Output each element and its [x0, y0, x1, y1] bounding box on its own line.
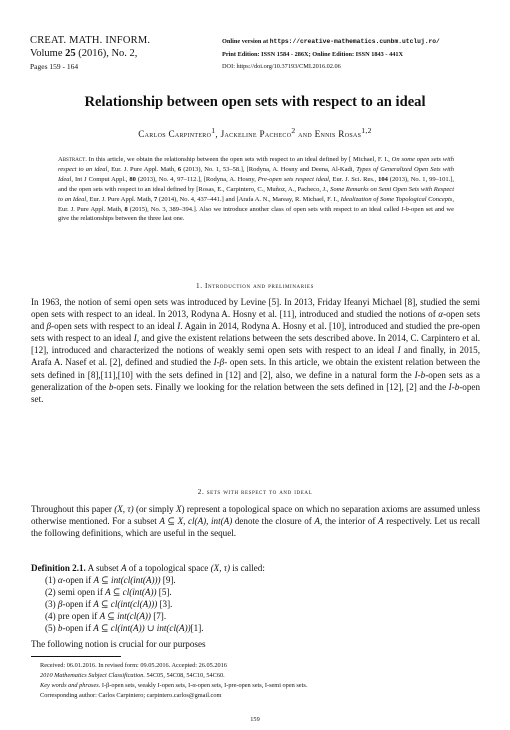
section-2-paragraph: Throughout this paper (X, τ) (or simply X) represent a topological space on which no separation axioms are assumed unless otherwise mentioned. For a subset A ⊆ X, cl(A), int(A) denote the closure of A, the interior of A respectively. Let us recall the following definitions, which are useful in the sequel. [31, 504, 481, 539]
abstract: Abstract. In this article, we obtain the relationship between the open sets with respect to an ideal defined by [ Michael, F. I., On some open sets with respect to an ideal, Eur. J. Pure Appl. Math, 6 (2013), No. 1, 53–58.], [Rodyna, A. Hosny and Deena, Al-Kadi, Types of Generalized Open Sets with Ideal, Int J Comput Appl., 80 (2013), No. 4, 97–112.], [Rodyna, A. Hosny, Pre-open sets respect ideal, Eur. J. Sci. Res., 104 (2013), No. 1, 99–101.], and the open sets with respect to an ideal defined by [Rosas, E., Carpintero, C., Muñoz, A., Pacheco, J., Some Remarks on Semi Open Sets with Respect to an Ideal, Eur. J. Pure Appl. Math, 7 (2014), No. 4, 437–441.] and [Arafa A. N., Mareay, R. Michael, F. I., Idealization of Some Topological Concepts, Eur. J. Pure Appl. Math, 8 (2015), No. 3, 389–394.]. Also we introduce another class of open sets with respect to an ideal called I-b-open set and we give the relationships between the three last one. [58, 156, 454, 223]
author-list: Carlos Carpintero$^1$, Jackeline Pacheco$^2$ and Ennis Rosas$^{1,2}$ [138, 126, 372, 140]
list-item: (3) β-open if A ⊆ cl(int(cl(A))) [3]. [45, 599, 173, 610]
footnotes [40, 661, 485, 701]
volume-line: Volume 25 (2016), No. 2, [30, 48, 138, 59]
online-version: Online version at https://creative-mathematics.cunbm.utcluj.ro/ [222, 38, 440, 45]
list-item: (2) semi open if A ⊆ cl(int(A)) [5]. [45, 587, 172, 598]
online-url[interactable]: https://creative-mathematics.cunbm.utcluj.ro/ [269, 38, 440, 45]
list-item: (5) b-open if A ⊆ cl(int(A)) ∪ int(cl(A))[1]. [45, 623, 204, 634]
introduction-paragraph: In 1963, the notion of semi open sets was introduced by Levine [5]. In 2013, Friday Ifeanyi Michael [8], studied the semi open sets with respect to an ideal. In 2013, Rodyna A. Hosny et al. [11], introduced and studied the notions of α-open sets and β-open sets with respect to an ideal I. Again in 2014, Rodyna A. Hosny et al. [10], introduced and studied the pre-open sets with respect to an ideal I, and give the existent relations between the sets described above. In 2014, C. Carpintero et al. [12], introduced and characterized the notions of weakly semi open sets with respect to an ideal I and finally, in 2015, Arafa A. Nasef et al. [2], defined and studied the I-β- open sets. In this article, we obtain the existent relation between the sets defined in [8],[11],[10] with the sets defined in [12] and [2], also, we define in a natural form the I-b-open sets as a generalization of the b-open sets. Finally we looking for the relation between the sets defined in [12], [2] and the I-b-open set. [31, 297, 481, 404]
page-number: 159 [250, 716, 260, 723]
author-3: Ennis Rosas [314, 129, 362, 140]
keywords: Key words and phrases. I-β-open sets, weakly I-open sets, I-α-open sets, I-pre-open sets, I-semi open sets. [40, 682, 308, 689]
journal-header [30, 34, 230, 73]
msc-classification: 2010 Mathematics Subject Classification. 54C05, 54C08, 54C10, 54C60. [40, 672, 225, 679]
received-dates: Received: 06.01.2016. In revised form: 09.05.2016. Accepted: 26.05.2016 [40, 662, 227, 669]
author-1: Carlos Carpintero [138, 129, 212, 140]
list-item: (4) pre open if A ⊆ int(cl(A)) [7]. [45, 611, 167, 622]
journal-name: CREAT. MATH. INFORM. [30, 35, 151, 46]
paper-title: Relationship between open sets with respect to an ideal [84, 94, 426, 110]
corresponding-author: Corresponding author: Carlos Carpintero; carpintero.carlos@gmail.com [40, 692, 222, 699]
print-edition: Print Edition: ISSN 1584 - 286X; Online Edition: ISSN 1843 - 441X [222, 50, 404, 58]
footnote-rule [31, 656, 121, 657]
definition-list [31, 574, 480, 634]
author-2: Jackeline Pacheco [220, 129, 292, 140]
section-heading-2: 2. sets with respect to and ideal [197, 488, 313, 496]
page-range: Pages 159 - 164 [30, 62, 79, 71]
list-item: (1) α-open if A ⊆ int(cl(int(A))) [9]. [45, 575, 176, 586]
section-heading-1: 1. Introduction and preliminaries [196, 282, 314, 290]
definition-intro: Definition 2.1. A subset A of a topological space (X, τ) is called: [31, 563, 265, 573]
definition-2-1 [31, 562, 480, 635]
definition-label: Definition 2.1. [31, 563, 86, 573]
publication-info [222, 36, 497, 74]
abstract-label: Abstract. [58, 156, 87, 163]
following-notion-text: The following notion is crucial for our purposes [31, 639, 206, 649]
doi-line[interactable]: DOI: https://doi.org/10.37193/CMI.2016.02.06 [222, 63, 341, 70]
